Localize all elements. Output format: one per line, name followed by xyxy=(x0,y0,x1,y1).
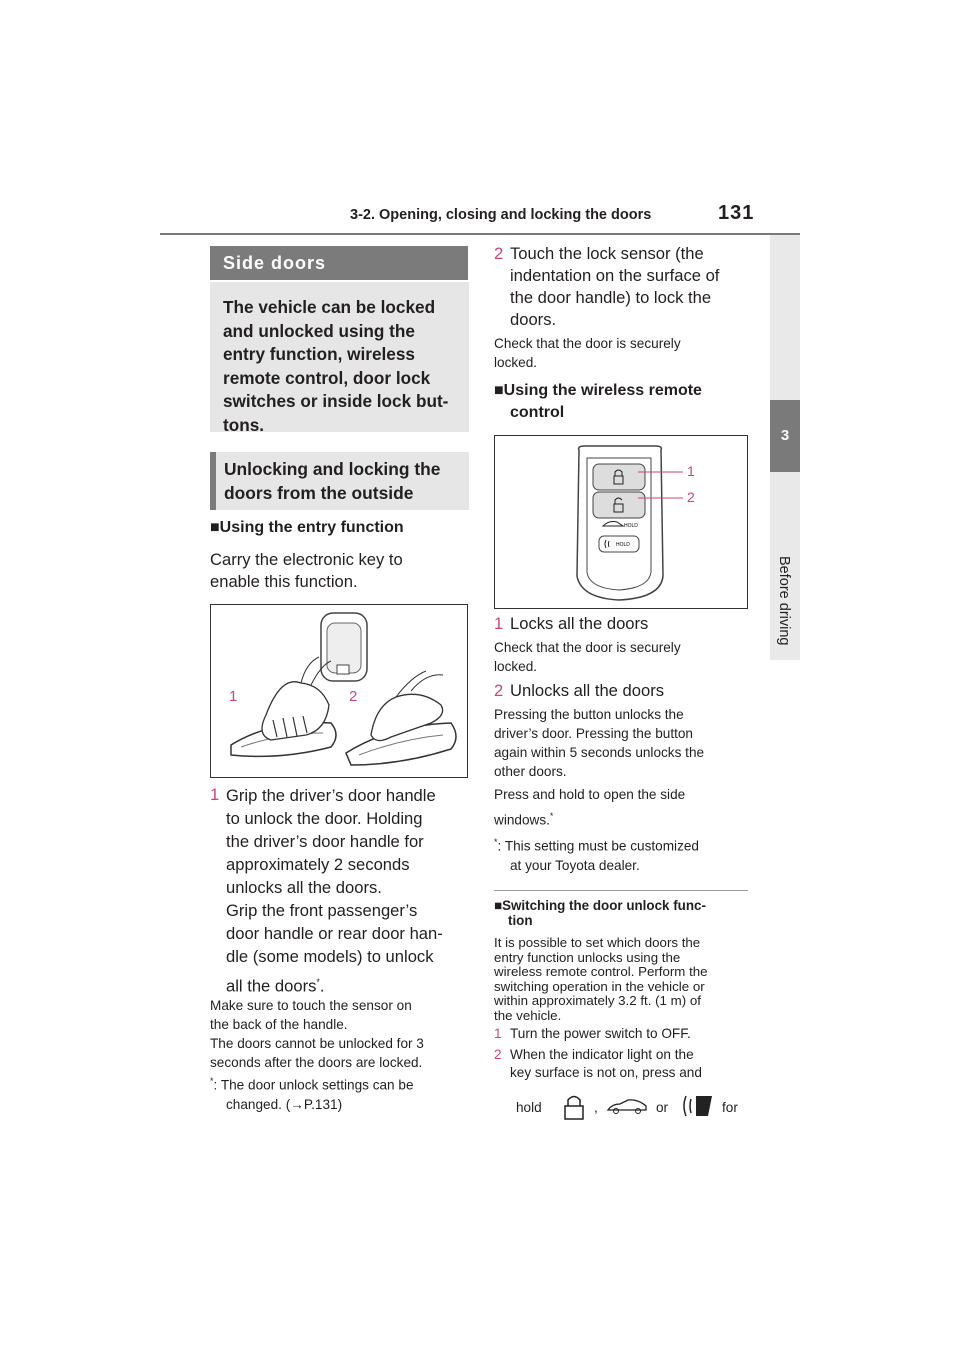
note-line: again within 5 seconds unlocks the xyxy=(494,745,705,760)
intro-line: switches or inside lock but- xyxy=(223,391,449,411)
entry-function-text xyxy=(210,549,403,593)
subsection-title-line: Unlocking and locking the xyxy=(224,459,441,479)
switch-text xyxy=(494,936,708,1024)
step-2 xyxy=(494,243,754,333)
note-line: other doors. xyxy=(494,764,567,779)
comma-text: , xyxy=(594,1100,598,1115)
text-line: wireless remote control. Perform the xyxy=(494,964,708,980)
door-handle-illustration xyxy=(211,605,467,777)
step-2-note xyxy=(494,334,681,372)
car-icon xyxy=(606,1096,650,1116)
step-line: dle (some models) to unlock xyxy=(226,947,434,966)
chapter-title-vertical: Before driving xyxy=(776,556,792,646)
running-header-section: 3-2. Opening, closing and locking the doors xyxy=(350,207,652,223)
intro-line: and unlocked using the xyxy=(223,320,415,341)
left-footnote xyxy=(210,1072,414,1114)
step-number: 2 xyxy=(494,244,504,263)
text-line: Carry the electronic key to xyxy=(210,550,403,569)
intro-line: entry function, wireless xyxy=(223,344,415,364)
item-number: 2 xyxy=(494,681,504,700)
text-line: switching operation in the vehicle or xyxy=(494,978,705,994)
heading-line: ■Switching the door unlock func- xyxy=(494,898,706,913)
note-line: windows. xyxy=(494,812,550,828)
note-line: Press and hold to open the side xyxy=(494,787,686,802)
footnote-line: : The door unlock settings can be xyxy=(213,1077,414,1093)
section-title: Side doors xyxy=(210,246,468,280)
heading-line: control xyxy=(510,404,565,421)
note-line: locked. xyxy=(494,659,538,674)
footnote-marker: * xyxy=(210,1076,214,1086)
footnote-marker: * xyxy=(549,811,554,821)
right-footnote xyxy=(494,833,699,875)
step-line: Touch the lock sensor (the xyxy=(510,244,704,263)
figure-label-1: 1 xyxy=(687,463,695,479)
step-line: When the indicator light on the xyxy=(510,1047,694,1062)
hold-text: hold xyxy=(516,1100,542,1115)
step-line: doors. xyxy=(510,310,557,329)
step-line: the door handle) to lock the xyxy=(510,288,712,307)
chapter-number-tab: 3 xyxy=(770,400,800,472)
note-line: locked. xyxy=(494,355,538,370)
divider xyxy=(494,890,748,891)
or-text: or xyxy=(656,1100,669,1115)
hold-label: HOLD xyxy=(624,523,638,529)
window-icon xyxy=(682,1092,716,1120)
lock-icon xyxy=(560,1092,588,1122)
intro-line: tons. xyxy=(223,414,265,435)
header-rule xyxy=(160,233,800,235)
hold-label: HOLD xyxy=(616,542,630,548)
footnote-marker: * xyxy=(494,837,498,847)
note-line: the back of the handle. xyxy=(210,1017,348,1032)
remote-illustration xyxy=(495,436,747,608)
step-number: 1 xyxy=(494,1026,502,1041)
heading-line: tion xyxy=(508,913,533,928)
step-line: door handle or rear door han- xyxy=(226,924,443,943)
door-handle-figure xyxy=(210,604,468,778)
intro-line: remote control, door lock xyxy=(223,367,431,388)
note-line: Check that the door is securely xyxy=(494,336,681,351)
note-line: Pressing the button unlocks the xyxy=(494,707,684,722)
switch-step-2-icons xyxy=(516,1092,756,1126)
unlock-button xyxy=(593,492,645,518)
step-line: indentation on the surface of xyxy=(510,266,720,285)
figure-label-1: 1 xyxy=(229,688,238,705)
step-line: Grip the driver’s door handle xyxy=(226,786,436,805)
step-line: to unlock the door. Holding xyxy=(226,809,423,828)
item-text: Locks all the doors xyxy=(510,614,649,633)
footnote-line: : This setting must be customized xyxy=(497,838,699,854)
step-line: key surface is not on, press and xyxy=(510,1065,702,1080)
remote-heading xyxy=(494,380,702,424)
remote-item-1 xyxy=(494,613,754,635)
text-line: within approximately 3.2 ft. (1 m) of xyxy=(494,993,701,1009)
step-number: 1 xyxy=(210,785,220,804)
lock-button xyxy=(593,464,645,490)
step-line: all the doors*. xyxy=(226,976,325,996)
remote-item-2 xyxy=(494,680,754,702)
figure-label-2: 2 xyxy=(687,489,695,505)
heading-line: ■Using the wireless remote xyxy=(494,382,702,399)
switch-heading xyxy=(494,898,706,928)
note-line: driver’s door. Pressing the button xyxy=(494,726,693,741)
item-1-note xyxy=(494,638,681,676)
step-line: Grip the front passenger’s xyxy=(226,901,418,920)
footnote-link[interactable]: changed. (→P.131) xyxy=(226,1096,343,1112)
intro-box xyxy=(210,282,469,435)
note-line: seconds after the doors are locked. xyxy=(210,1055,423,1070)
remote-figure xyxy=(494,435,748,609)
step-1-note xyxy=(210,996,424,1072)
text-line: the vehicle. xyxy=(494,1007,562,1023)
footnote-line: at your Toyota dealer. xyxy=(510,857,640,873)
text-line: It is possible to set which doors the xyxy=(494,935,701,950)
page-number: 131 xyxy=(718,202,755,224)
step-line: the driver’s door handle for xyxy=(226,832,424,851)
switch-step-1 xyxy=(494,1026,754,1044)
step-line: approximately 2 seconds xyxy=(226,855,410,874)
step-1 xyxy=(210,784,470,994)
text-line: entry function unlocks using the xyxy=(494,949,681,965)
entry-function-heading: ■Using the entry function xyxy=(210,519,404,536)
note-line: The doors cannot be unlocked for 3 xyxy=(210,1036,424,1051)
footnote-marker: * xyxy=(316,977,320,987)
step-number: 2 xyxy=(494,1047,502,1062)
item-2-note xyxy=(494,705,704,830)
item-number: 1 xyxy=(494,614,504,633)
note-line: Make sure to touch the sensor on xyxy=(210,998,412,1013)
step-line: unlocks all the doors. xyxy=(226,878,382,897)
subsection-title-line: doors from the outside xyxy=(224,483,414,503)
for-text: for xyxy=(722,1100,738,1115)
text-line: enable this function. xyxy=(210,572,358,591)
item-text: Unlocks all the doors xyxy=(510,681,665,700)
figure-label-2: 2 xyxy=(349,688,358,705)
subsection-title xyxy=(210,452,469,510)
intro-line: The vehicle can be locked xyxy=(223,297,436,317)
note-line: Check that the door is securely xyxy=(494,640,681,655)
step-text: Turn the power switch to OFF. xyxy=(510,1026,691,1041)
